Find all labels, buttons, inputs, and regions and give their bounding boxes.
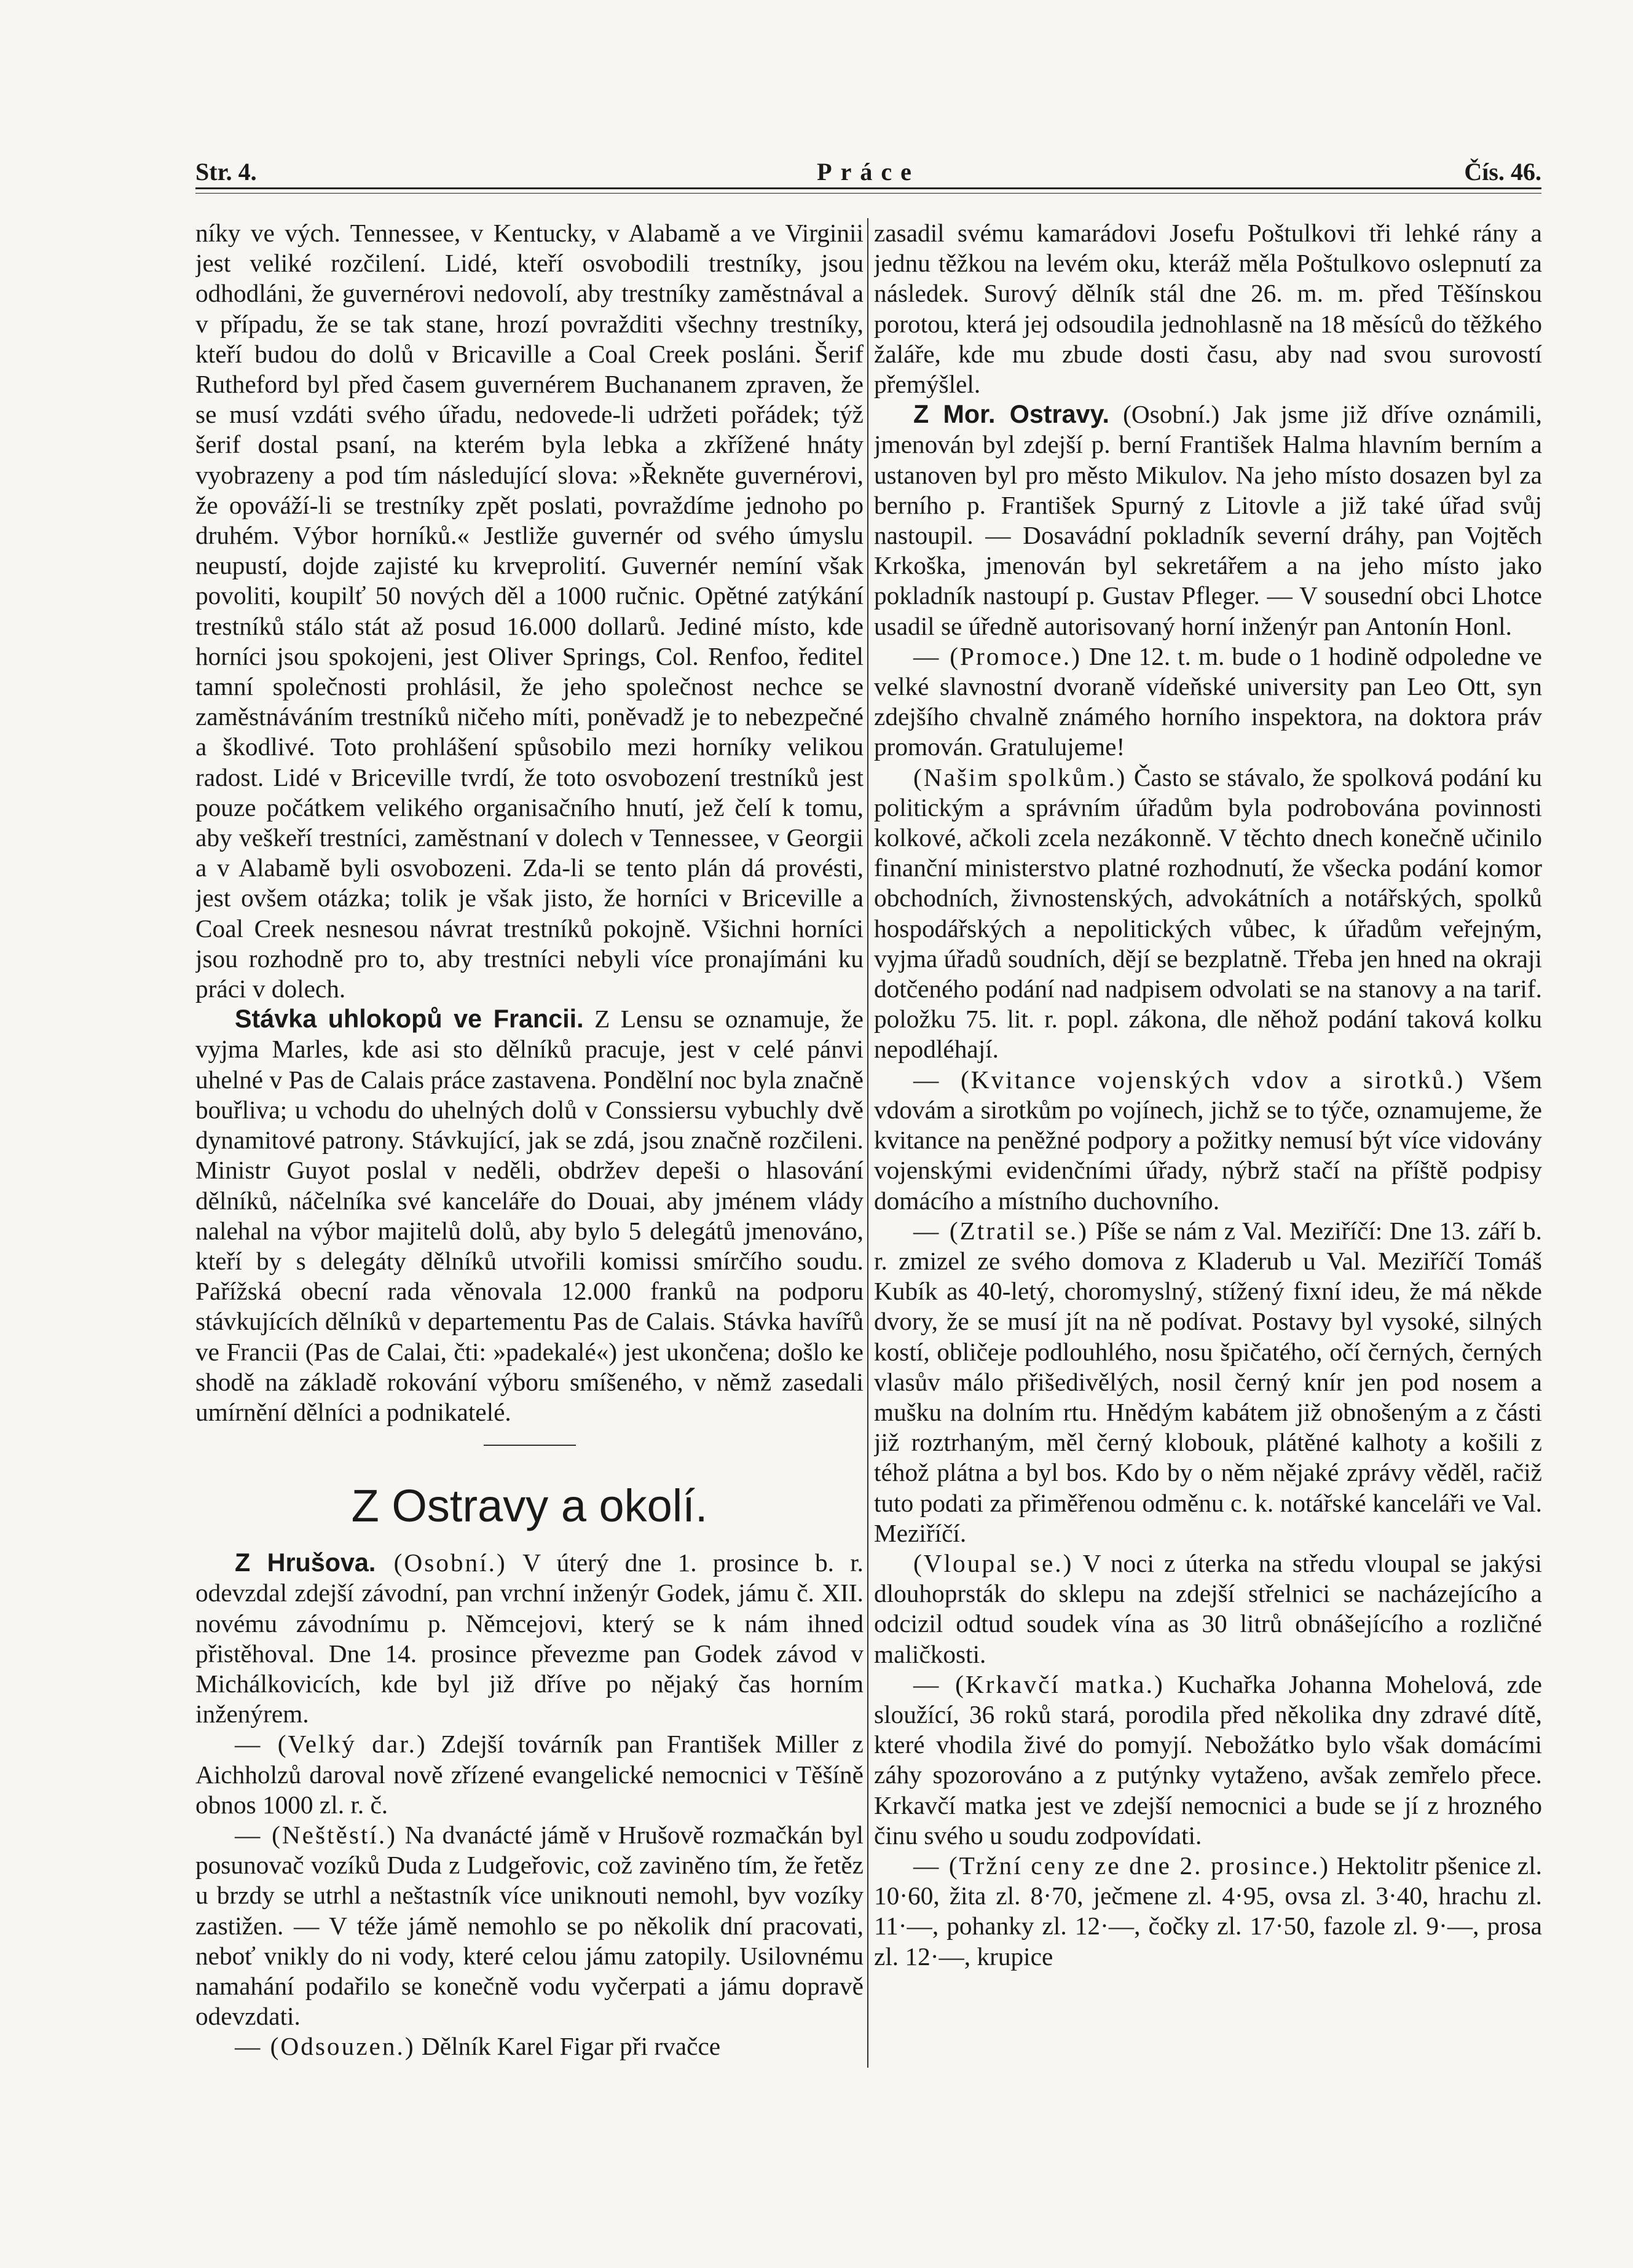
page-header — [195, 147, 1541, 190]
section-rule — [484, 1445, 576, 1446]
article-body: Zdejší továrník pan František Miller z Aichholzů daroval nově zřízené evangelické nemocnici v Těšíně obnos 1000 zl. r. č. — [195, 1730, 864, 1819]
article-tag: — (Promoce.) — [913, 642, 1082, 670]
article-tag: — (Kvitance vojenských vdov a sirotků.) — [913, 1065, 1465, 1094]
article-tag: — (Neštěstí.) — [235, 1820, 397, 1849]
article-continuation: níky ve vých. Tennessee, v Kentucky, v Alabamě a ve Virginii jest veliké rozčilení. Lidé, kteří osvobodili trestníky, jsou odhodláni, že guvernérovi nedovolí, aby trestníky zaměstnával a v případu, že se tak stane, hrozí povražditi všechny trestníky, kteří budou do dolů v Bricaville a Coal Creek posláni. Šerif Rutheford byl před časem guvernérem Buchananem zpraven, že se musí vzdáti svého úřadu, nedovede-li udržeti pořádek; týž šerif dostal psaní, na kterém byla lebka a zkřížené hnáty vyobrazeny a pod tím následující slova: »Řekněte guvernérovi, že opováží-li se trestníky zpět poslati, povraždíme jednoho po druhém. Výbor horníků.« Jestliže guvernér od svého úmyslu neupustí, dojde zajisté ku krveprolití. Guvernér nemíní však povoliti, koupilť 50 nových děl a 1000 ručnic. Opětné zatýkání trestníků stálo stát až posud 16.000 dollarů. Jediné místo, kde horníci jsou spokojeni, jest Oliver Springs, Col. Renfoo, ředitel tamní společnosti prohlásil, že jeho společnost nechce se zaměstnáváním trestníků ničeho míti, poněvadž je to nebezpečné a škodlivé. Toto prohlášení spůsobilo mezi horníky velikou radost. Lidé v Briceville tvrdí, že toto osvobození trestníků jest pouze počátkem velikého organisačního hnutí, jež čelí k tomu, aby veškeří trestníci, zaměstnaní v dolech v Tennessee, v Georgii a v Alabamě byli osvobozeni. Zda-li se tento plán dá provésti, jest ovšem otázka; tolik je však jisto, že horníci v Briceville a Coal Creek nesnesou návrat trestníků pokojně. Všichni horníci jsou rozhodně pro to, aby trestníci nebyli více pronajímáni ku práci v dolech. — [195, 219, 864, 1003]
left-column — [195, 218, 864, 2068]
article-body: (Osobní.) Jak jsme již dříve oznámili, jmenován byl zdejší p. berní František Halma hlavním berním a ustanoven byl pro město Mikulov. Na jeho místo dosazen byl za berního p. František Spurný z Litovle a již také úřad svůj nastoupil. — Dosavádní pokladník severní dráhy, pan Vojtěch Krkoška, jmenován byl sekretářem a na jeho místo jako pokladník nastoupí p. Gustav Pfleger. — V sousední obci Lhotce usadil se úředně autorisovaný horní inženýr pan Antonín Honl. — [874, 400, 1542, 640]
article-market-prices — [874, 1851, 1542, 1972]
article-tag: (Vloupal se.) — [913, 1548, 1074, 1577]
article-strike-france — [195, 1004, 864, 1427]
column-divider — [867, 218, 868, 2068]
article-tag: — (Krkavčí matka.) — [913, 1670, 1165, 1698]
article-mother — [874, 1670, 1542, 1851]
article-body: Všem vdovám a sirotkům po vojínech, jichž se to týče, oznamujeme, že kvitance na peněžné podpory a požitky nemusí být více vidovány vojenskými evidenčními úřady, nýbrž stačí na příště podpisy domácího a místního duchovního. — [874, 1065, 1542, 1215]
article-gift — [195, 1729, 864, 1820]
article-missing — [874, 1216, 1542, 1548]
newspaper-title: Práce — [817, 158, 920, 186]
article-sentenced — [195, 2031, 864, 2062]
article-body: Kuchařka Johanna Mohelová, zde sloužící, 36 roků stará, porodila před několika dny zdravé dítě, které vhodila živé do pomyjí. Nebožátko bylo však domácími záhy spozorováno a z putýnky vytaženo, avšak zemřelo přece. Krkavčí matka jest ve zdejší nemocnici a bude se jí z hrozného činu svého u soudu zodpovídati. — [874, 1670, 1542, 1850]
article-body: Dělník Karel Figar při rvačce — [415, 2032, 721, 2061]
article-body: Hektolitr pšenice zl. 10·60, žita zl. 8·70, ječmene zl. 4·95, ovsa zl. 3·40, hrachu zl. 11·—, pohanky zl. 12·—, čočky zl. 17·50, fazole zl. 9·—, prosa zl. 12·—, krupice — [874, 1851, 1542, 1971]
article-burglary — [874, 1548, 1542, 1670]
section-title: Z Ostravy a okolí. — [351, 1480, 708, 1532]
article-body: Píše se nám z Val. Meziříčí: Dne 13. září b. r. zmizel ze svého domova z Kladerub u Val. Meziříčí Tomáš Kubík as 40-letý, choromyslný, stížený fixní ideu, že má někde dvory, že se musí jít na ně podívat. Postavy byl vysoké, silných kostí, obličeje podlouhlého, nosu špičatého, očí černých, černých vlasův málo přišedivělých, nosil černý knír jen pod nosem a mušku na dolním rtu. Hnědým kabátem již obnošeným a z části již roztrhaným, měl černý klobouk, plátěné kalhoty a košili z téhož plátna a byl bos. Kdo by o něm nějaké zprávy věděl, račiž tuto podati za přiměřenou odměnu c. k. notářské kanceláři ve Val. Meziříčí. — [874, 1216, 1542, 1547]
article-body: Na dvanácté jámě v Hrušově rozmačkán byl posunovač vozíků Duda z Ludgeřovic, což zaviněno tím, že řetěz u brzdy se utrhl a neštastník více uniknouti nemohl, byv vozíky zastižen. — V téže jámě nemohlo se po několik dní pracovati, neboť vnikly do ni vody, které celou jámu zatopily. Usilovnému namahání podařilo se konečně vodu vyčerpati a jámu dopravě odevzdati. — [195, 1820, 864, 2031]
article-tag: (Našim spolkům.) — [913, 763, 1127, 791]
article-widows — [874, 1065, 1542, 1216]
page-number: Str. 4. — [195, 158, 257, 186]
article-heading: Z Mor. Ostravy. — [913, 400, 1109, 429]
article-heading: Stávka uhlokopů ve Francii. — [235, 1005, 584, 1034]
article-heading: Z Hrušova. — [235, 1548, 376, 1577]
article-tag: — (Odsouzen.) — [235, 2032, 415, 2061]
article-tag: — (Ztratil se.) — [913, 1216, 1088, 1245]
article-promotion — [874, 642, 1542, 763]
article-tag: (Osobní.) — [376, 1548, 507, 1577]
header-rule — [195, 187, 1541, 194]
article-tag: — (Tržní ceny ze dne 2. prosince.) — [913, 1851, 1331, 1880]
article-body: V noci z úterka na středu vloupal se jakýsi dlouhoprsták do sklepu na zdejší střelnici se nacházejícího a odcizil odtud soudek vína as 30 litrů obnášejícího a rozličné maličkosti. — [874, 1548, 1542, 1668]
article-tag: — (Velký dar.) — [235, 1730, 427, 1759]
article-continuation: zasadil svému kamarádovi Josefu Poštulkovi tři lehké rány a jednu těžkou na levém oku, kteráž měla Poštulkovo oslepnutí za následek. Surový dělník stál dne 26. m. m. před Těšínskou porotou, která jej odsoudila jednohlasně na 18 měsíců do těžkého žaláře, kde mu zbude dosti času, aby nad svou surovostí přemýšlel. — [874, 219, 1542, 399]
article-associations — [874, 763, 1542, 1065]
article-body: Dne 12. t. m. bude o 1 hodině odpoledne ve velké slavnostní dvoraně vídeňské university pan Leo Ott, syn zdejšího chvalně známého horního inspektora, na doktora práv promován. Gratulujeme! — [874, 642, 1542, 761]
article-accident — [195, 1820, 864, 2031]
article-ostrava — [874, 399, 1542, 642]
article-body: Z Lensu se oznamuje, že vyjma Marles, kde asi sto dělníků pracuje, jest v celé pánvi uhelné v Pas de Calais práce zastavena. Pondělní noc byla značně bouřliva; u vchodu do uhelných dolů v Conssiersu vybuchly dvě dynamitové patrony. Stávkující, jak se zdá, jsou značně rozčileni. Ministr Guyot poslal v neděli, obdržev depeši o hlasování dělníků, náčelníka své kanceláře do Douai, aby jménem vlády nalehal na výbor majitelů dolů, aby bylo 5 delegátů jmenováno, kteří by s delegáty dělníků utvořili komissi smírčího soudu. Pařížská obecní rada věnovala 12.000 franků na podporu stávkujících dělníků v departementu Pas de Calais. Stávka havířů ve Francii (Pas de Calai, čti: »padekalé«) jest ukončena; došlo ke shodě na základě rokování výboru smíšeného, v němž zasedali umírnění dělníci a podnikatelé. — [195, 1005, 864, 1426]
article-body: Často se stávalo, že spolková podání ku politickým a správním úřadům byla podrobována povinnosti kolkové, ačkoli zcela nezákonně. V těchto dnech konečně učinilo finanční ministerstvo platné rozhodnutí, že všecka podání komor obchodních, živnostenských, advokátních a notářských, spolků hospodářských a nepolitických vůbec, k úřadům veřejným, vyjma úřadů soudních, dějí se bezplatně. Třeba jen hned na okraji dotčeného podání nad nadpisem odvolati se na stanovy a na tarif. položku 75. lit. r. popl. zákona, dle něhož podání taková kolku nepodléhají. — [874, 763, 1542, 1064]
article-body: V úterý dne 1. prosince b. r. odevzdal zdejší závodní, pan vrchní inženýr Godek, jámu č. XII. novému závodnímu p. Němcejovi, který se k nám ihned přistěhoval. Dne 14. prosince převezme pan Godek závod v Michálkovicích, kde byl již dříve po nějaký čas horním inženýrem. — [195, 1548, 864, 1728]
article-hrusov — [195, 1548, 864, 1729]
right-column — [874, 218, 1542, 2068]
issue-number: Čís. 46. — [1464, 158, 1541, 186]
